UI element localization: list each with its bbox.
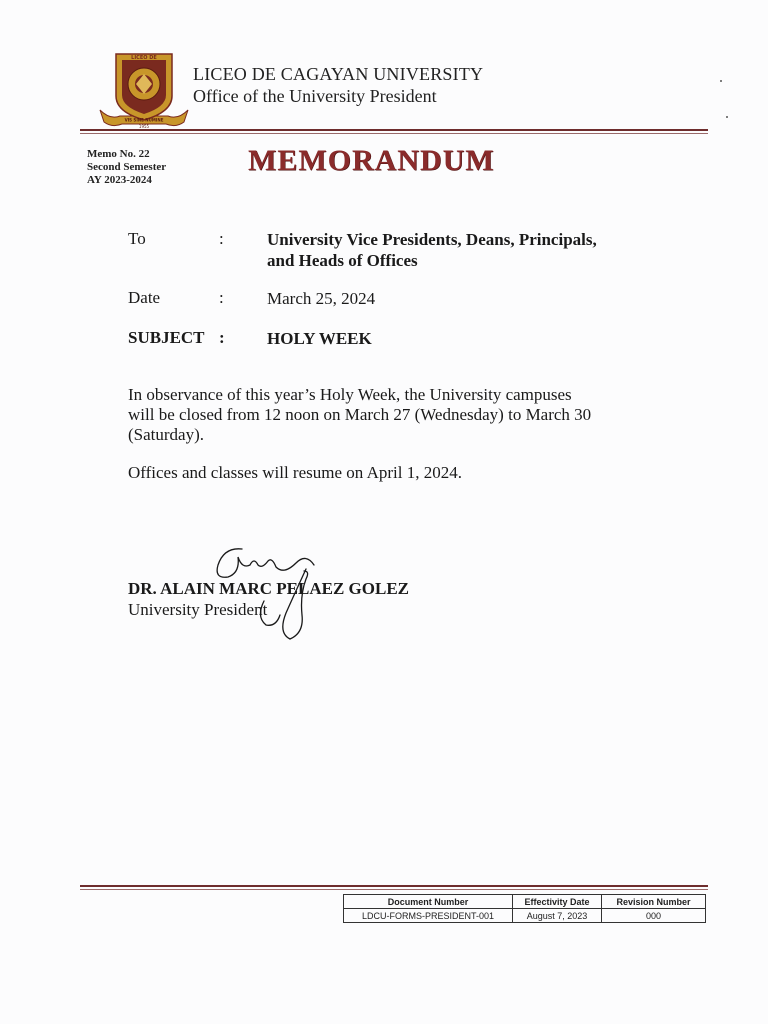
to-colon: :	[219, 229, 224, 248]
scan-speck	[726, 116, 728, 118]
office-name: Office of the University President	[193, 86, 437, 106]
svg-text:LICEO DE: LICEO DE	[131, 55, 157, 61]
to-value-line-1: University Vice Presidents, Deans, Principals,	[267, 230, 597, 249]
to-value-line-2: and Heads of Offices	[267, 251, 418, 270]
date-value: March 25, 2024	[267, 289, 376, 308]
header-revision-number: Revision Number	[602, 895, 706, 909]
header-divider-thin	[80, 133, 708, 134]
subject-label: SUBJECT	[128, 328, 205, 347]
table-row	[344, 909, 706, 923]
effectivity-date: August 7, 2023	[513, 909, 602, 923]
subject-colon: :	[219, 328, 225, 347]
memo-semester: Second Semester	[87, 161, 167, 173]
university-name: LICEO DE CAGAYAN UNIVERSITY	[193, 64, 484, 84]
body-line: will be closed from 12 noon on March 27 (Wednesday) to March 30	[128, 405, 592, 424]
to-value	[267, 229, 597, 271]
body-paragraph-2: Offices and classes will resume on April 1, 2024.	[128, 463, 462, 482]
body-line: (Saturday).	[128, 425, 205, 444]
signatory-title: University President	[128, 600, 268, 619]
body-line: In observance of this year’s Holy Week, the University campuses	[128, 385, 572, 404]
header-effectivity-date: Effectivity Date	[513, 895, 602, 909]
date-label: Date	[128, 288, 161, 307]
university-seal-logo	[96, 50, 192, 130]
signatory-name: DR. ALAIN MARC PELAEZ GOLEZ	[128, 579, 410, 598]
body-paragraph-1	[128, 385, 648, 445]
to-label: To	[128, 229, 146, 248]
svg-text:VIS SINE NUMINE: VIS SINE NUMINE	[124, 117, 164, 123]
subject-value: HOLY WEEK	[267, 329, 372, 348]
document-control-table	[343, 894, 706, 923]
memo-meta	[87, 148, 166, 187]
footer-divider	[80, 885, 708, 887]
footer-divider-thin	[80, 889, 708, 890]
scan-speck	[720, 80, 722, 82]
memo-academic-year: AY 2023-2024	[87, 174, 152, 186]
header-divider	[80, 129, 708, 131]
table-header-row	[344, 895, 706, 909]
revision-number: 000	[602, 909, 706, 923]
svg-text:1955: 1955	[138, 124, 150, 129]
header-document-number: Document Number	[344, 895, 513, 909]
memo-title: MEMORANDUM	[248, 144, 495, 177]
document-number: LDCU-FORMS-PRESIDENT-001	[344, 909, 513, 923]
memo-number: Memo No. 22	[87, 148, 150, 160]
date-colon: :	[219, 288, 224, 307]
